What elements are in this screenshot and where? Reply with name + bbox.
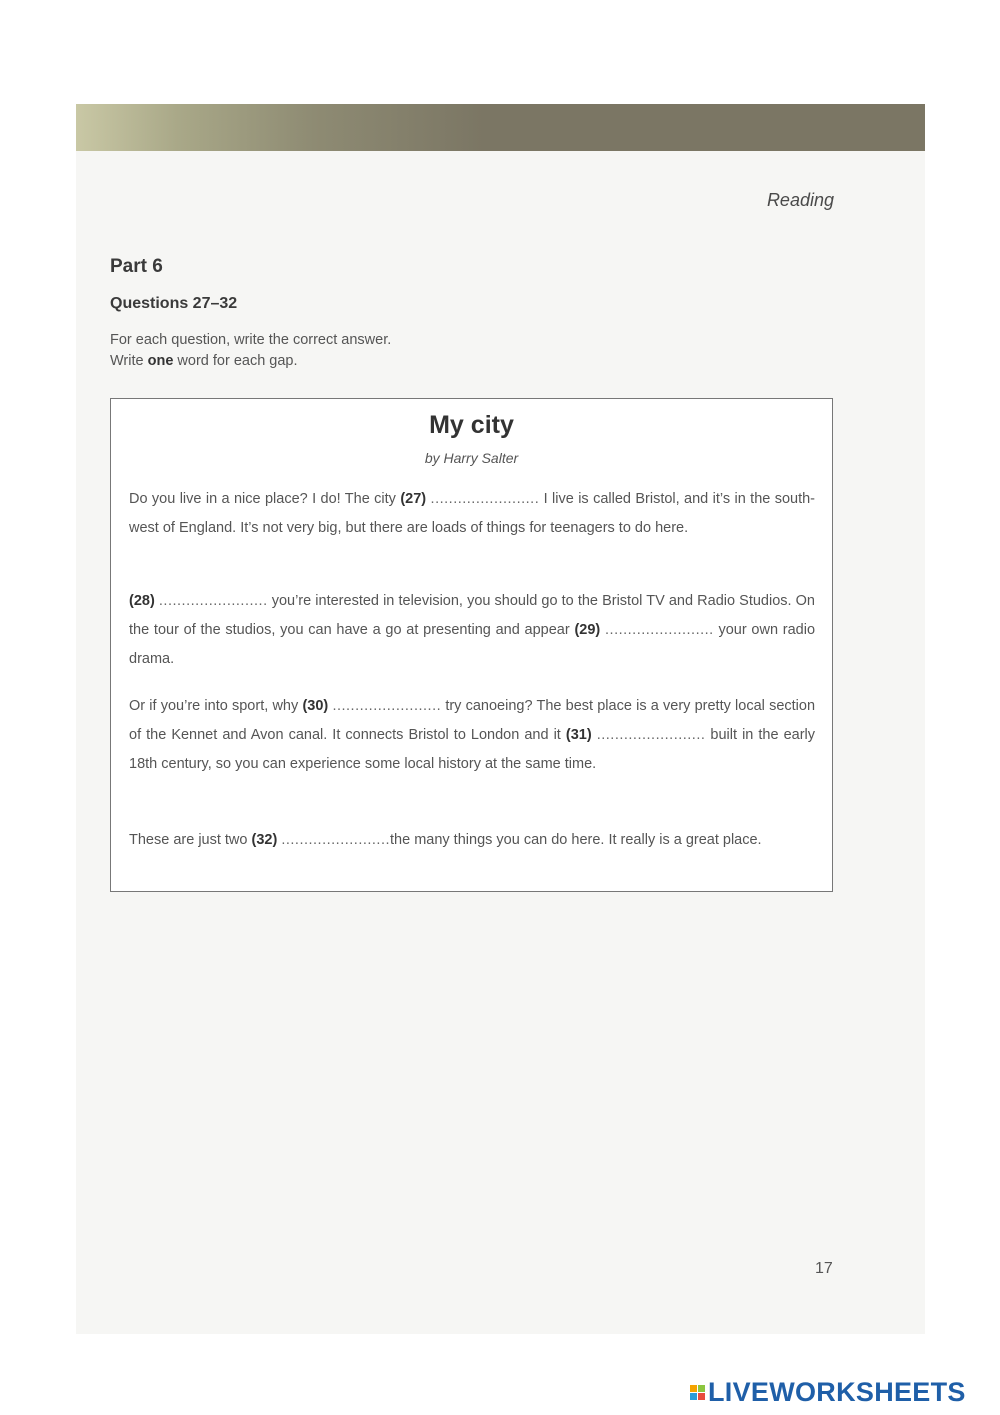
part-title: Part 6 xyxy=(110,256,163,277)
gap-30[interactable]: ........................ xyxy=(332,698,442,714)
paragraph-1 xyxy=(129,485,815,543)
brand-name: LIVEWORKSHEETS xyxy=(708,1376,966,1407)
paragraph-text: your own radio drama. xyxy=(129,622,816,667)
paragraph-text: the many things you can do here. It really is a great place. xyxy=(390,832,762,848)
article-box xyxy=(110,398,833,892)
header-bar xyxy=(76,104,925,151)
liveworksheets-icon xyxy=(690,1385,705,1400)
instructions xyxy=(110,330,391,372)
section-label: Reading xyxy=(766,190,834,210)
question-number-30: (30) xyxy=(302,698,329,714)
gap-27[interactable]: ........................ xyxy=(430,491,540,507)
paragraph-text: you’re interested in television, you should go to the Bristol TV and Radio Studios. On the tour of the studios, you can have a go at presenting and appear xyxy=(129,593,815,638)
instruction-line-2 xyxy=(110,351,391,372)
gap-32[interactable]: ........................ xyxy=(281,832,391,848)
instruction-line-1: For each question, write the correct answer. xyxy=(110,332,392,348)
questions-title: Questions 27–32 xyxy=(110,295,238,312)
article-title: My city xyxy=(429,411,514,439)
gap-29[interactable]: ........................ xyxy=(605,622,714,638)
instruction-text: Write xyxy=(110,353,148,369)
question-number-29: (29) xyxy=(574,622,601,638)
page-number: 17 xyxy=(815,1260,833,1277)
paragraph-3 xyxy=(129,692,815,779)
instruction-text: word for each gap. xyxy=(173,353,298,369)
article-author: by Harry Salter xyxy=(424,450,519,466)
paragraph-text: I live is called Bristol, and it’s in the south-west of England. It’s not very big, but there are loads of things for teenagers to do here. xyxy=(129,491,816,536)
gap-31[interactable]: ........................ xyxy=(596,727,706,743)
paragraph-text: built in the early 18th century, so you can experience some local history at the same time. xyxy=(129,727,816,772)
paragraph-text: try canoeing? The best place is a very pretty local section of the Kennet and Avon canal. It connects Bristol to London and it xyxy=(129,698,816,743)
question-number-31: (31) xyxy=(565,727,592,743)
paragraph-2 xyxy=(129,587,815,674)
question-number-32: (32) xyxy=(251,832,278,848)
instruction-emphasis: one xyxy=(147,353,174,369)
paragraph-4 xyxy=(129,826,815,855)
paragraph-text: Do you live in a nice place? I do! The city xyxy=(129,491,401,507)
question-number-28: (28) xyxy=(129,593,155,609)
paragraph-text: These are just two xyxy=(129,832,252,848)
paragraph-text: Or if you’re into sport, why xyxy=(129,698,303,714)
gap-28[interactable]: ........................ xyxy=(158,593,268,609)
brand-logo[interactable] xyxy=(690,1376,966,1408)
question-number-27: (27) xyxy=(400,491,427,507)
